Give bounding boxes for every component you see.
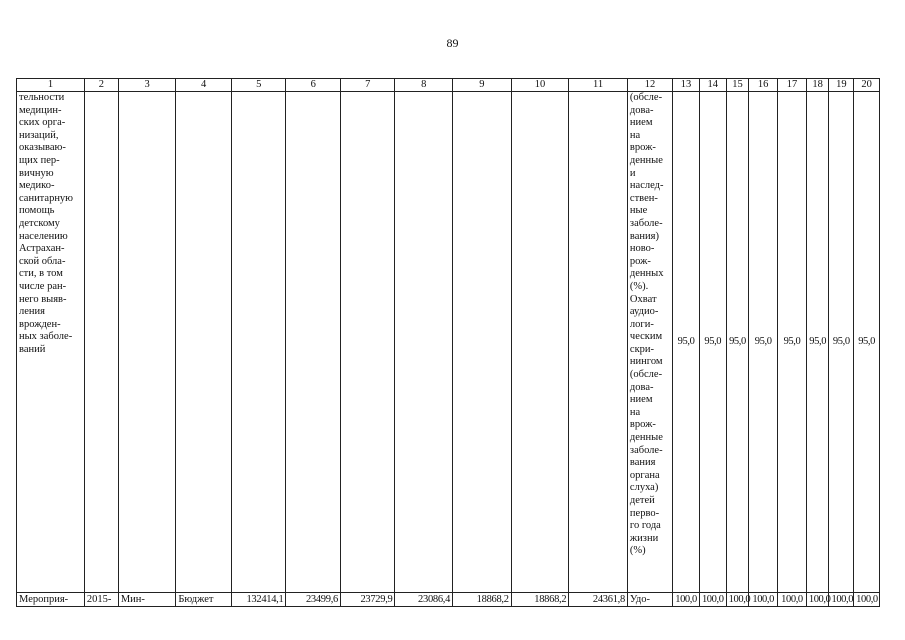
column-number: 11 xyxy=(569,79,628,92)
text-line: дова- xyxy=(629,381,654,393)
page-number: 89 xyxy=(446,36,459,50)
indicator-value: 95,0 xyxy=(673,92,700,593)
column-number: 9 xyxy=(453,79,512,92)
text-line: нингом xyxy=(629,356,663,368)
text-line: денные xyxy=(629,154,663,166)
text-line: ческим xyxy=(629,331,663,343)
text-line: врож- xyxy=(629,419,656,431)
column-number-row xyxy=(17,79,880,92)
text-line: вания) xyxy=(629,230,659,242)
text-line: помощь xyxy=(19,205,55,217)
empty-cell xyxy=(231,92,286,593)
indicator-value: 95,0 xyxy=(806,92,829,593)
text-line: сти, в том xyxy=(19,268,63,280)
amount-cell: 23086,4 xyxy=(395,593,453,607)
text-line: нием xyxy=(629,117,653,129)
column-number: 16 xyxy=(749,79,778,92)
text-line: ново- xyxy=(629,243,655,255)
indicator-value: 100,0 xyxy=(806,593,829,607)
text-line: ления xyxy=(19,306,45,318)
indicator-value: 100,0 xyxy=(699,593,726,607)
indicator-value: 95,0 xyxy=(778,92,807,593)
period-cell: 2015- xyxy=(84,593,118,607)
empty-cell xyxy=(84,92,118,593)
text-line: рож- xyxy=(629,255,651,267)
text-line: (%). xyxy=(629,280,649,292)
text-line: вичную xyxy=(19,167,54,179)
column-number: 19 xyxy=(829,79,854,92)
column-number: 4 xyxy=(176,79,232,92)
indicator-value: 100,0 xyxy=(854,593,880,607)
column-number: 3 xyxy=(118,79,176,92)
indicator-cell: Удо- xyxy=(627,593,672,607)
column-number: 5 xyxy=(231,79,286,92)
indicator-value: 100,0 xyxy=(673,593,700,607)
column-number: 10 xyxy=(511,79,569,92)
column-number: 17 xyxy=(778,79,807,92)
text-line: ствен- xyxy=(629,192,658,204)
text-line: (обсле- xyxy=(629,369,663,381)
text-line: и xyxy=(629,167,636,179)
funding-source-cell: Бюджет xyxy=(176,593,232,607)
text-line: нием xyxy=(629,394,653,406)
indicator-description-cell xyxy=(627,92,672,593)
text-line: органа xyxy=(629,469,660,481)
amount-cell: 132414,1 xyxy=(231,593,286,607)
indicator-value: 95,0 xyxy=(829,92,854,593)
text-line: ваний xyxy=(19,343,46,355)
text-line: Охват xyxy=(629,293,657,305)
text-line: него выяв- xyxy=(19,293,67,305)
column-number: 14 xyxy=(699,79,726,92)
column-number: 8 xyxy=(395,79,453,92)
indicator-value: 100,0 xyxy=(778,593,807,607)
column-number: 6 xyxy=(286,79,341,92)
amount-cell: 23729,9 xyxy=(340,593,395,607)
text-line: аудио- xyxy=(629,306,659,318)
text-line: логи- xyxy=(629,318,654,330)
indicator-value: 95,0 xyxy=(726,92,749,593)
empty-cell xyxy=(453,92,512,593)
column-number: 20 xyxy=(854,79,880,92)
text-line: детскому xyxy=(19,217,60,229)
text-line: слуха) xyxy=(629,482,659,494)
text-line: (%) xyxy=(629,545,646,557)
empty-cell xyxy=(340,92,395,593)
column-number: 1 xyxy=(17,79,85,92)
amount-cell: 24361,8 xyxy=(569,593,628,607)
text-line: низаций, xyxy=(19,129,59,141)
indicator-value: 100,0 xyxy=(749,593,778,607)
text-line: перво- xyxy=(629,507,660,519)
text-line: детей xyxy=(629,495,655,506)
text-line: щих пер- xyxy=(19,154,60,166)
empty-cell xyxy=(569,92,628,593)
table-row xyxy=(17,92,880,593)
column-number: 2 xyxy=(84,79,118,92)
text-line: скри- xyxy=(629,343,655,355)
text-line: заболе- xyxy=(629,217,663,229)
text-line: на xyxy=(629,129,641,141)
column-number: 18 xyxy=(806,79,829,92)
indicator-value: 95,0 xyxy=(854,92,880,593)
indicator-value: 95,0 xyxy=(699,92,726,593)
empty-cell xyxy=(511,92,569,593)
amount-cell: 18868,2 xyxy=(511,593,569,607)
text-line: врожден- xyxy=(19,318,61,330)
text-line: тельности xyxy=(19,92,65,103)
column-number: 15 xyxy=(726,79,749,92)
column-number: 12 xyxy=(627,79,672,92)
indicator-value: 100,0 xyxy=(726,593,749,607)
text-line: денные xyxy=(629,432,663,444)
activity-cell: Мероприя- xyxy=(17,593,85,607)
text-line: заболе- xyxy=(629,444,663,456)
text-line: (обсле- xyxy=(629,92,663,103)
empty-cell xyxy=(176,92,232,593)
column-number: 7 xyxy=(340,79,395,92)
text-line: Астрахан- xyxy=(19,243,65,255)
column-number: 13 xyxy=(673,79,700,92)
text-line: вания xyxy=(629,457,656,469)
text-line: ные xyxy=(629,205,648,217)
text-line: ской обла- xyxy=(19,255,66,267)
text-line: населению xyxy=(19,230,68,242)
text-line: ных заболе- xyxy=(19,331,73,343)
empty-cell xyxy=(118,92,176,593)
text-line: санитарную xyxy=(19,192,74,204)
amount-cell: 23499,6 xyxy=(286,593,341,607)
empty-cell xyxy=(395,92,453,593)
indicator-value: 95,0 xyxy=(749,92,778,593)
text-line: числе ран- xyxy=(19,280,67,292)
program-table xyxy=(16,78,880,607)
table-row xyxy=(17,593,880,607)
executor-cell: Мин- xyxy=(118,593,176,607)
text-line: врож- xyxy=(629,142,656,154)
text-line: на xyxy=(629,406,641,418)
text-line: дова- xyxy=(629,104,654,116)
indicator-value: 100,0 xyxy=(829,593,854,607)
text-line: медико- xyxy=(19,180,55,192)
text-line: наслед- xyxy=(629,180,664,192)
text-line: медицин- xyxy=(19,104,62,116)
text-line: денных xyxy=(629,268,664,280)
text-line: ских орга- xyxy=(19,117,66,129)
empty-cell xyxy=(286,92,341,593)
amount-cell: 18868,2 xyxy=(453,593,512,607)
text-line: оказываю- xyxy=(19,142,66,154)
activity-description-cell xyxy=(17,92,85,593)
text-line: жизни xyxy=(629,532,659,544)
text-line: го года xyxy=(629,520,661,532)
